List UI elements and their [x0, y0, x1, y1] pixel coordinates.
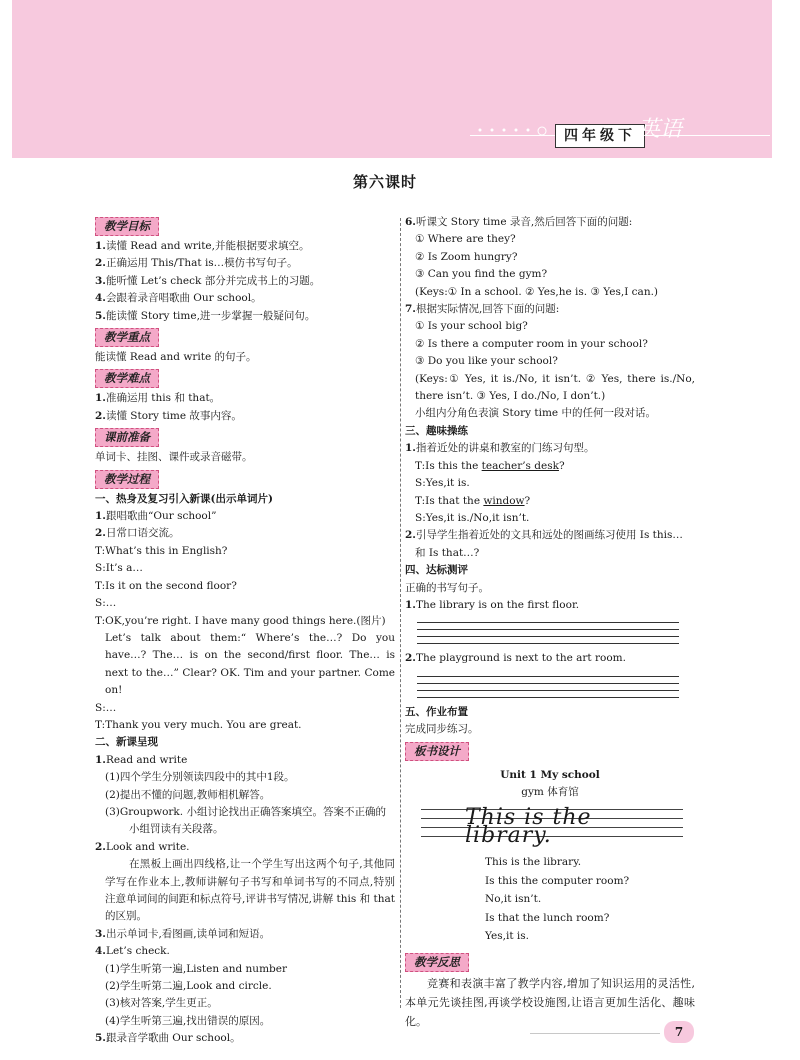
dialogue-line: S:… [95, 701, 117, 714]
section-tag-process: 教学过程 [95, 470, 159, 489]
sub-item: (3)Groupwork. 小组讨论找出正确答案填空。答案不正确的小组罚读有关段落。 [105, 805, 386, 836]
page-number: 7 [664, 1021, 694, 1043]
section-heading: 四、达标测评 [405, 564, 468, 577]
activity-text: 小组内分角色表演 Story time 中的任何一段对话。 [415, 407, 656, 420]
list-item: 1.The library is on the first floor. [405, 598, 580, 611]
question: ③ Do you like your school? [415, 355, 558, 368]
sub-item: (4)学生听第三遍,找出错误的原因。 [105, 1014, 271, 1027]
page-title: 第六课时 [352, 173, 417, 191]
sub-item: (1)四个学生分别领读四段中的其中1段。 [105, 771, 295, 784]
paragraph: 在黑板上画出四线格,让一个学生写出这两个句子,其他同学写在作业本上,教师讲解句子书写和单词书写的不同点,特别注意单词间的间距和标点符号,评讲书写情况,讲解 this 和 that 的区别。 [105, 858, 395, 923]
subject-logo [632, 108, 712, 148]
handwritten-sentence: This is the library. [465, 805, 592, 848]
list-item: 5.跟录音学歌曲 Our school。 [95, 1032, 241, 1045]
question: ② Is there a computer room in your school? [415, 337, 648, 350]
list-item: 2.日常口语交流。 [95, 527, 180, 540]
left-column [95, 214, 395, 1048]
section-heading: 五、作业布置 [405, 705, 468, 718]
board-line: No,it isn’t. [485, 893, 542, 906]
list-item: 4.Let’s check. [95, 945, 170, 958]
board-title: Unit 1 My school [500, 768, 600, 781]
list-item: 7.根据实际情况,回答下面的问题: [405, 303, 560, 316]
list-item: 1.跟唱歌曲“Our school” [95, 510, 217, 523]
section-heading: 一、热身及复习引入新课(出示单词片) [95, 492, 273, 505]
four-line-grid [421, 805, 683, 848]
list-item: 6.听课文 Story time 录音,然后回答下面的问题: [405, 216, 633, 228]
board-sentences [405, 853, 695, 946]
section-tag-board: 板书设计 [405, 742, 469, 761]
list-item: 1.准确运用 this 和 that。 [95, 392, 221, 405]
sub-item: (2)提出不懂的问题,教师相机解答。 [105, 788, 271, 801]
list-item: 5.能读懂 Story time,进一步掌握一般疑问句。 [95, 309, 316, 322]
section-tag-difficult: 教学难点 [95, 369, 159, 388]
board-design [405, 767, 695, 946]
dialogue-line: S:… [95, 597, 117, 610]
sub-item: (1)学生听第一遍,Listen and number [105, 962, 287, 975]
footer-rule [530, 1033, 660, 1034]
dialogue-line: T:Is this the teacher’s desk? [415, 459, 565, 472]
homework-text: 完成同步练习。 [405, 723, 479, 736]
list-item: 2.正确运用 This/That is…模仿书写句子。 [95, 257, 298, 270]
grade-label: 四年级下 [555, 124, 645, 148]
writing-lines [417, 616, 679, 644]
dialogue-line: T:What’s this in English? [95, 544, 228, 557]
board-subtitle: gym 体育馆 [521, 785, 579, 798]
section-tag-prep: 课前准备 [95, 428, 159, 447]
board-line: Is that the lunch room? [485, 911, 610, 924]
prep-text: 单词卡、挂图、课件或录音磁带。 [95, 451, 253, 464]
question: ② Is Zoom hungry? [415, 250, 518, 263]
list-item: 2.读懂 Story time 故事内容。 [95, 409, 242, 422]
dialogue-line: S:It’s a… [95, 562, 143, 575]
section-tag-key: 教学重点 [95, 328, 159, 347]
question: ③ Can you find the gym? [415, 268, 548, 281]
column-divider [400, 218, 401, 1008]
list-item: 2.The playground is next to the art room. [405, 652, 626, 665]
list-item: 1.指着近处的讲桌和教室的门练习句型。 [405, 442, 595, 455]
question: ① Where are they? [415, 233, 516, 246]
section-heading: 二、新课呈现 [95, 736, 158, 749]
dialogue-line: T:Is that the window? [415, 494, 531, 507]
dialogue-line: T:Is it on the second floor? [95, 579, 237, 592]
sub-item: (2)学生听第二遍,Look and circle. [105, 980, 272, 993]
list-item: 1.Read and write [95, 753, 188, 766]
board-line: Is this the computer room? [485, 874, 630, 887]
list-item: 1.读懂 Read and write,并能根据要求填空。 [95, 240, 310, 252]
answer-key: (Keys:① In a school. ② Yes,he is. ③ Yes,I can.) [415, 285, 659, 298]
subject-logo-text: 英语 [638, 117, 683, 142]
reflection-text: 竞赛和表演丰富了教学内容,增加了知识运用的灵活性,本单元先谈挂图,再谈学校设施图,让语言更加生活化、趣味化。 [405, 976, 695, 1028]
section-heading: 三、趣味操练 [405, 424, 468, 437]
list-item: 2.引导学生指着近处的文具和远处的图画练习使用 Is this… 和 Is that…? [405, 529, 683, 559]
key-point-text: 能读懂 Read and write 的句子。 [95, 351, 257, 364]
board-line: This is the library. [485, 856, 582, 869]
list-item: 3.能听懂 Let’s check 部分并完成书上的习题。 [95, 274, 321, 287]
instruction-text: 正确的书写句子。 [405, 581, 489, 594]
board-line: Yes,it is. [485, 930, 529, 943]
list-item: 4.会跟着录音唱歌曲 Our school。 [95, 292, 262, 305]
list-item: 3.出示单词卡,看图画,读单词和短语。 [95, 927, 271, 940]
dialogue-line: T:OK,you’re right. I have many good things here.(图片) [95, 614, 386, 627]
section-tag-reflect: 教学反思 [405, 953, 469, 972]
answer-key: (Keys:① Yes, it is./No, it isn’t. ② Yes, there is./No, there isn’t. ③ Yes, I do./No, I don’t.) [415, 372, 695, 403]
dialogue-line: T:Thank you very much. You are great. [95, 718, 302, 731]
section-tag-goals: 教学目标 [95, 217, 159, 236]
sub-item: (3)核对答案,学生更正。 [105, 997, 218, 1010]
dialogue-line: S:Yes,it is. [415, 477, 470, 490]
question: ① Is your school big? [415, 320, 528, 333]
writing-lines [417, 670, 679, 698]
dialogue-line: S:Yes,it is./No,it isn’t. [415, 511, 530, 524]
right-column [405, 214, 695, 1031]
list-item: 2.Look and write. [95, 840, 190, 853]
dialogue-line: Let’s talk about them:“ Where’s the…? Do you have…? The… is on the second/first floor. The… is next to the…” Clear? OK. Tim and your partner. Come on! [105, 631, 395, 697]
